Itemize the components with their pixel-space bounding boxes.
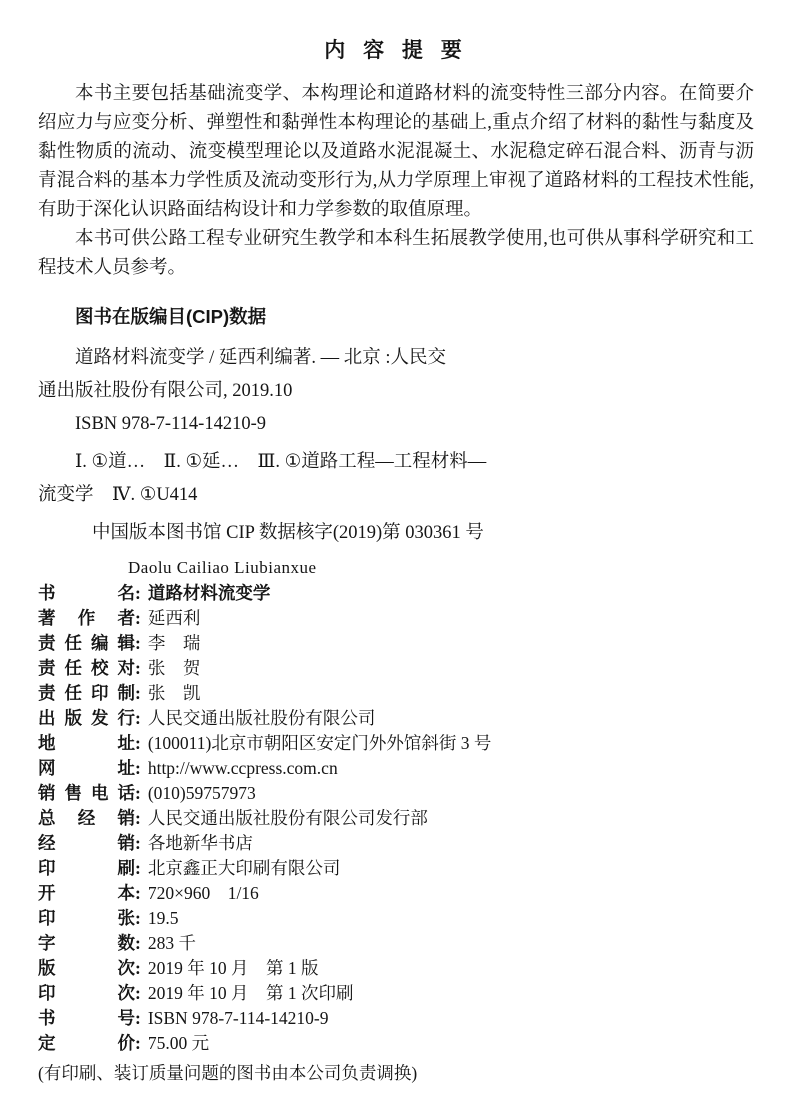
row-value: 张 凯 bbox=[147, 683, 201, 703]
row-colon: : bbox=[135, 733, 141, 753]
row-colon: : bbox=[135, 658, 141, 678]
cip-heading: 图书在版编目(CIP)数据 bbox=[75, 306, 267, 327]
row-label: 印 刷 bbox=[38, 858, 135, 878]
row-colon: : bbox=[135, 633, 141, 653]
row-value: 延西利 bbox=[147, 608, 201, 628]
row-label: 书 名 bbox=[38, 583, 135, 603]
row-value: 2019 年 10 月 第 1 版 bbox=[147, 958, 319, 978]
row-value: (010)59757973 bbox=[147, 783, 256, 803]
row-value: 各地新华书店 bbox=[147, 833, 253, 853]
summary-paragraph-1: 本书主要包括基础流变学、本构理论和道路材料的流变特性三部分内容。在简要介绍应力与应变分析、弹塑性和黏弹性本构理论的基础上,重点介绍了材料的黏性与黏度及黏性物质的流动、流变模型理论以及道路水泥混凝土、水泥稳定碎石混合料、沥青与沥青混合料的基本力学性质及流动变形行为,从力学原理上审视了道路材料的工程技术性能,有助于深化认识路面结构设计和力学参数的取值原理。 bbox=[38, 84, 754, 220]
row-colon: : bbox=[135, 1033, 141, 1053]
row-label: 责 任 印 制 bbox=[38, 683, 135, 703]
row-value: (100011)北京市朝阳区安定门外外馆斜街 3 号 bbox=[147, 733, 492, 753]
colophon-row-book-title bbox=[38, 581, 754, 606]
row-colon: : bbox=[135, 1008, 141, 1028]
row-value: 75.00 元 bbox=[147, 1033, 210, 1053]
colophon-row-address bbox=[38, 731, 754, 756]
row-value: 道路材料流变学 bbox=[147, 583, 271, 603]
row-value: http://www.ccpress.com.cn bbox=[147, 758, 338, 778]
row-colon: : bbox=[135, 933, 141, 953]
pinyin-title: Daolu Cailiao Liubianxue bbox=[128, 558, 317, 577]
quality-note: (有印刷、装订质量问题的图书由本公司负责调换) bbox=[38, 1063, 418, 1083]
colophon-row-sheets bbox=[38, 906, 754, 931]
colophon-row-distributor bbox=[38, 831, 754, 856]
colophon-row-book-number bbox=[38, 1006, 754, 1031]
cip-section bbox=[38, 303, 754, 550]
row-label: 销 售 电 话 bbox=[38, 783, 135, 803]
row-colon: : bbox=[135, 958, 141, 978]
row-label: 出 版 发 行 bbox=[38, 708, 135, 728]
page-title: 内 容 提 要 bbox=[324, 39, 468, 62]
row-value: 张 贺 bbox=[147, 658, 201, 678]
row-colon: : bbox=[135, 858, 141, 878]
row-label: 责 任 编 辑 bbox=[38, 633, 135, 653]
row-value: 北京鑫正大印刷有限公司 bbox=[147, 858, 341, 878]
cip-classification-line-2: 流变学 Ⅳ. ①U414 bbox=[38, 485, 198, 505]
colophon-row-word-count bbox=[38, 931, 754, 956]
row-label: 印 次 bbox=[38, 983, 135, 1003]
row-value: ISBN 978-7-114-14210-9 bbox=[147, 1008, 329, 1028]
cip-classification-line-1: Ⅰ. ①道… Ⅱ. ①延… Ⅲ. ①道路工程—工程材料— bbox=[75, 452, 487, 472]
row-colon: : bbox=[135, 908, 141, 928]
row-label: 书 号 bbox=[38, 1008, 135, 1028]
row-value: 283 千 bbox=[147, 933, 196, 953]
colophon-row-author bbox=[38, 606, 754, 631]
cip-isbn-line: ISBN 978-7-114-14210-9 bbox=[75, 414, 266, 434]
colophon-row-sales-phone bbox=[38, 781, 754, 806]
row-value: 人民交通出版社股份有限公司 bbox=[147, 708, 376, 728]
colophon-row-format bbox=[38, 881, 754, 906]
row-value: 720×960 1/16 bbox=[147, 883, 259, 903]
row-colon: : bbox=[135, 808, 141, 828]
row-label: 开 本 bbox=[38, 883, 135, 903]
row-value: 人民交通出版社股份有限公司发行部 bbox=[147, 808, 428, 828]
row-colon: : bbox=[135, 783, 141, 803]
colophon-row-printer bbox=[38, 856, 754, 881]
row-colon: : bbox=[135, 683, 141, 703]
row-colon: : bbox=[135, 983, 141, 1003]
colophon-row-editor bbox=[38, 631, 754, 656]
colophon-row-price bbox=[38, 1031, 754, 1056]
colophon-row-proofreader bbox=[38, 656, 754, 681]
row-label: 网 址 bbox=[38, 758, 135, 778]
colophon-row-website bbox=[38, 756, 754, 781]
colophon-row-impression bbox=[38, 981, 754, 1006]
row-label: 著 作 者 bbox=[38, 608, 135, 628]
row-colon: : bbox=[135, 833, 141, 853]
row-colon: : bbox=[135, 758, 141, 778]
row-label: 定 价 bbox=[38, 1033, 135, 1053]
colophon-row-general-distributor bbox=[38, 806, 754, 831]
row-value: 2019 年 10 月 第 1 次印刷 bbox=[147, 983, 354, 1003]
row-label: 责 任 校 对 bbox=[38, 658, 135, 678]
row-label: 地 址 bbox=[38, 733, 135, 753]
row-colon: : bbox=[135, 583, 141, 603]
colophon-row-edition bbox=[38, 956, 754, 981]
row-value: 19.5 bbox=[147, 908, 179, 928]
row-label: 总 经 销 bbox=[38, 808, 135, 828]
summary-paragraph-2: 本书可供公路工程专业研究生教学和本科生拓展教学使用,也可供从事科学研究和工程技术人员参考。 bbox=[38, 229, 754, 278]
cip-publisher-line: 通出版社股份有限公司, 2019.10 bbox=[38, 381, 293, 401]
row-colon: : bbox=[135, 708, 141, 728]
row-colon: : bbox=[135, 883, 141, 903]
row-label: 印 张 bbox=[38, 908, 135, 928]
colophon-table bbox=[38, 581, 754, 1056]
colophon-row-print-supervisor bbox=[38, 681, 754, 706]
row-label: 版 次 bbox=[38, 958, 135, 978]
colophon-row-publisher bbox=[38, 706, 754, 731]
cip-record-number: 中国版本图书馆 CIP 数据核字(2019)第 030361 号 bbox=[92, 523, 484, 543]
row-label: 经 销 bbox=[38, 833, 135, 853]
row-colon: : bbox=[135, 608, 141, 628]
cip-title-line: 道路材料流变学 / 延西利编著. — 北京 :人民交 bbox=[75, 348, 447, 368]
row-value: 李 瑞 bbox=[147, 633, 201, 653]
row-label: 字 数 bbox=[38, 933, 135, 953]
